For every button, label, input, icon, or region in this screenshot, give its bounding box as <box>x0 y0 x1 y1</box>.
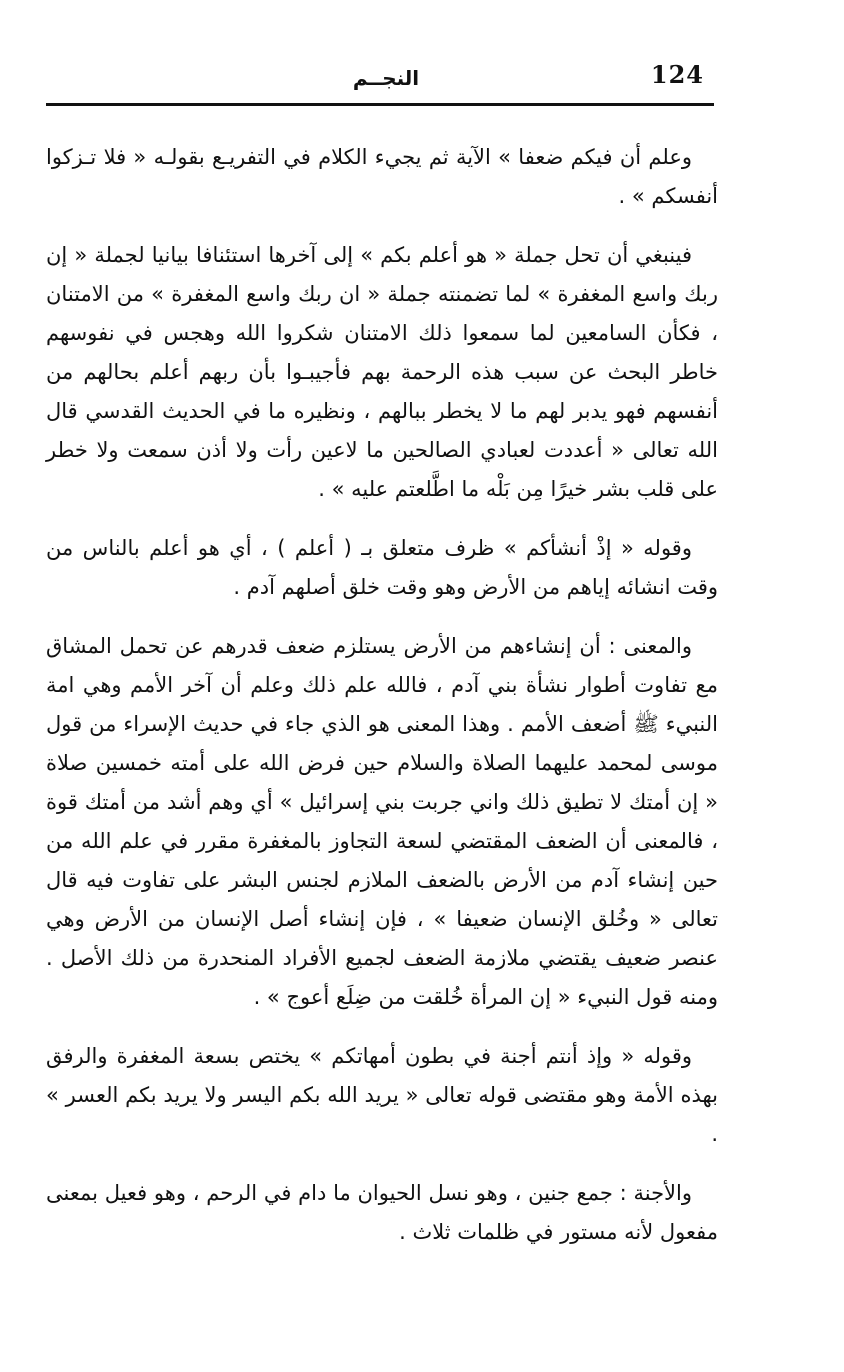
body-text <box>46 138 718 1272</box>
paragraph: وقوله « وإذ أنتم أجنة في بطون أمهاتكم » يختص بسعة المغفرة والرفق بهذه الأمة وهو مقتضى قوله تعالى « يريد الله بكم اليسر ولا يريد بكم العسر » . <box>46 1044 718 1146</box>
page-number: 124 <box>650 60 704 89</box>
paragraph: فينبغي أن تحل جملة « هو أعلم بكم » إلى آخرها استئنافا بيانيا لجملة « إن ربك واسع المغفرة » لما تضمنته جملة « ان ربك واسع المغفرة » من الامتنان ، فكأن السامعين لما سمعوا ذلك الامتنان شكروا الله وهجس في نفوسهم خاطر البحث عن سبب هذه الرحمة بهم فأجيبـوا بأن ربهم أعلم بحالهم من أنفسهم فهو يدبر لهم ما لا يخطر ببالهم ، ونظيره ما في الحديث القدسي قال الله تعالى « أعددت لعبادي الصالحين ما لاعين رأت ولا أذن سمعت ولا خطر على قلب بشر خيرًا مِن بَلْه ما اطَّلعتم عليه » . <box>46 243 718 501</box>
paragraph: وعلم أن فيكم ضعفا » الآية ثم يجيء الكلام في التفريـع بقولـه « فلا تـزكوا أنفسكم » . <box>46 145 718 208</box>
header-divider <box>46 103 714 106</box>
paragraph: والمعنى : أن إنشاءهم من الأرض يستلزم ضعف قدرهم عن تحمل المشاق مع تفاوت أطوار نشأة بني آدم ، فالله علم ذلك وعلم أن آخر الأمم وهي امة النبيء ﷺ أضعف الأمم . وهذا المعنى هو الذي جاء في حديث الإسراء من قول موسى لمحمد عليهما الصلاة والسلام حين فرض الله على أمته خمسين صلاة « إن أمتك لا تطيق ذلك واني جربت بني إسرائيل » أي وهم أشد من أمتك قوة ، فالمعنى أن الضعف المقتضي لسعة التجاوز بالمغفرة مقرر في علم الله من حين إنشاء آدم من الأرض بالضعف الملازم لجنس البشر على تفاوت فيه قال تعالى « وخُلق الإنسان ضعيفا » ، فإن إنشاء أصل الإنسان من الأرض وهي عنصر ضعيف يقتضي ملازمة الضعف لجميع الأفراد المنحدرة من ذلك الأصل . ومنه قول النبيء « إن المرأة خُلقت من ضِلَع أعوج » . <box>46 634 718 1009</box>
page-header <box>46 60 714 104</box>
paragraph: وقوله « إذْ أنشأكم » ظرف متعلق بـ ( أعلم ) ، أي هو أعلم بالناس من وقت انشائه إياهم من الأرض وهو وقت خلق أصلهم آدم . <box>46 536 718 599</box>
paragraph: والأجنة : جمع جنين ، وهو نسل الحيوان ما دام في الرحم ، وهو فعيل بمعنى مفعول لأنه مستور في ظلمات ثلاث . <box>46 1181 718 1244</box>
surah-title: النجــم <box>352 66 420 90</box>
